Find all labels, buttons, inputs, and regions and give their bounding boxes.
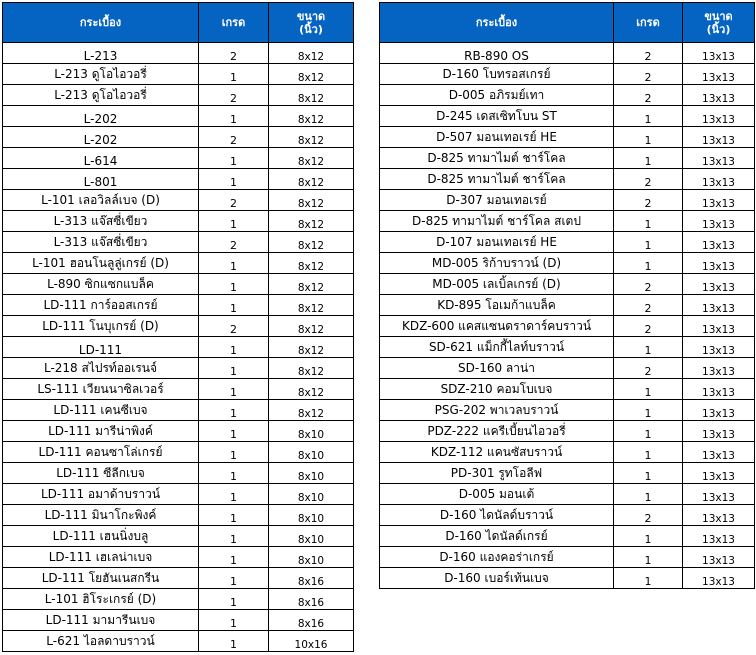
tile-name-cell: LS-111 เวียนนาซิลเวอร์ — [3, 379, 199, 400]
size-cell: 13x13 — [683, 232, 755, 253]
tile-name-cell: L-101 เลอวิลล์เบจ (D) — [3, 190, 199, 211]
grade-cell: 2 — [199, 85, 269, 106]
table-row — [380, 253, 755, 274]
size-cell: 8x10 — [269, 505, 354, 526]
size-cell: 13x13 — [683, 505, 755, 526]
table-row — [380, 400, 755, 421]
grade-cell: 1 — [199, 358, 269, 379]
tile-name-cell: D-245 เดสเซิทโบน ST — [380, 106, 614, 127]
table-row — [3, 463, 354, 484]
grade-cell: 2 — [614, 358, 683, 379]
grade-cell: 1 — [199, 169, 269, 190]
grade-cell: 2 — [614, 85, 683, 106]
table-row — [380, 442, 755, 463]
grade-cell: 2 — [614, 316, 683, 337]
table-row — [380, 295, 755, 316]
table-row — [3, 169, 354, 190]
tile-name-cell: LD-111 โนบุเกรย์ (D) — [3, 316, 199, 337]
grade-cell: 1 — [614, 253, 683, 274]
tile-name-cell: PD-301 รูทโอลีฟ — [380, 463, 614, 484]
grade-cell: 1 — [199, 421, 269, 442]
table-row — [380, 547, 755, 568]
tile-name-cell: L-101 ฮิโระเกรย์ (D) — [3, 589, 199, 610]
table-row — [3, 106, 354, 127]
grade-cell: 1 — [614, 127, 683, 148]
table-row — [3, 64, 354, 85]
header-row — [380, 3, 755, 43]
size-cell: 8x12 — [269, 106, 354, 127]
table-row — [380, 463, 755, 484]
table-row — [3, 484, 354, 505]
size-cell: 8x12 — [269, 400, 354, 421]
grade-cell: 2 — [199, 316, 269, 337]
table-row — [3, 316, 354, 337]
tile-name-cell: SDZ-210 คอมโบเบจ — [380, 379, 614, 400]
size-cell: 8x10 — [269, 442, 354, 463]
table-row — [380, 379, 755, 400]
table-row — [380, 274, 755, 295]
tile-name-cell: D-005 อภิรมย์เทา — [380, 85, 614, 106]
table-row — [3, 526, 354, 547]
tile-header: กระเบื้อง — [3, 3, 199, 43]
table-row — [380, 85, 755, 106]
grade-cell: 2 — [614, 190, 683, 211]
grade-cell: 2 — [614, 64, 683, 85]
size-cell: 13x13 — [683, 169, 755, 190]
size-cell: 13x13 — [683, 148, 755, 169]
table-row — [380, 358, 755, 379]
tile-name-cell: L-202 — [3, 127, 199, 148]
table-row — [380, 568, 755, 589]
grade-cell: 2 — [614, 274, 683, 295]
grade-cell: 1 — [199, 253, 269, 274]
size-cell: 13x13 — [683, 127, 755, 148]
grade-cell: 1 — [199, 526, 269, 547]
tile-name-cell: D-005 มอนเต้ — [380, 484, 614, 505]
tile-name-cell: LD-111 มามารีนเบจ — [3, 610, 199, 631]
table-row — [380, 148, 755, 169]
tile-name-cell: L-313 แจ๊สซี่เขียว — [3, 211, 199, 232]
size-cell: 8x10 — [269, 526, 354, 547]
grade-cell: 1 — [614, 421, 683, 442]
tile-name-cell: KDZ-112 แคนซัสบราวน์ — [380, 442, 614, 463]
tile-name-cell: LD-111 อมาด้าบราวน์ — [3, 484, 199, 505]
size-cell: 8x10 — [269, 421, 354, 442]
table-row — [380, 169, 755, 190]
table-row — [3, 505, 354, 526]
size-cell: 13x13 — [683, 295, 755, 316]
size-cell: 8x12 — [269, 190, 354, 211]
table-row — [380, 484, 755, 505]
size-header-line2: (นิ้ว) — [299, 22, 323, 36]
grade-cell: 1 — [614, 337, 683, 358]
table-row — [380, 190, 755, 211]
size-cell: 13x13 — [683, 106, 755, 127]
grade-cell: 2 — [199, 43, 269, 64]
table-row — [3, 148, 354, 169]
grade-cell: 1 — [199, 505, 269, 526]
tile-name-cell: D-160 ไดนัลด์เกรย์ — [380, 526, 614, 547]
grade-cell: 2 — [614, 505, 683, 526]
tile-name-cell: MD-005 ริก้าบราวน์ (D) — [380, 253, 614, 274]
grade-cell: 1 — [199, 547, 269, 568]
size-cell: 8x12 — [269, 253, 354, 274]
grade-cell: 1 — [614, 211, 683, 232]
tile-name-cell: L-614 — [3, 148, 199, 169]
size-cell: 8x12 — [269, 316, 354, 337]
table-row — [380, 505, 755, 526]
table-row — [3, 127, 354, 148]
grade-cell: 1 — [614, 232, 683, 253]
size-cell: 13x13 — [683, 190, 755, 211]
table-row — [3, 379, 354, 400]
size-cell: 13x13 — [683, 64, 755, 85]
size-cell: 8x12 — [269, 232, 354, 253]
size-header — [269, 3, 354, 43]
size-cell: 8x12 — [269, 274, 354, 295]
table-row — [380, 43, 755, 64]
tile-name-cell: D-160 โบทรอสเกรย์ — [380, 64, 614, 85]
grade-header: เกรด — [199, 3, 269, 43]
tile-name-cell: L-313 แจ๊สซี่เขียว — [3, 232, 199, 253]
size-cell: 13x13 — [683, 211, 755, 232]
tile-name-cell: L-101 ฮอนโนลูลู่เกรย์ (D) — [3, 253, 199, 274]
tile-name-cell: LD-111 มารีน่าพิงค์ — [3, 421, 199, 442]
table-row — [3, 211, 354, 232]
table-row — [3, 400, 354, 421]
table-row — [3, 295, 354, 316]
size-cell: 13x13 — [683, 379, 755, 400]
grade-cell: 2 — [199, 127, 269, 148]
grade-cell: 1 — [199, 610, 269, 631]
size-cell: 13x13 — [683, 253, 755, 274]
tile-name-cell: D-107 มอนเทอเรย์ HE — [380, 232, 614, 253]
grade-cell: 1 — [614, 484, 683, 505]
grade-cell: 1 — [199, 379, 269, 400]
size-cell: 8x16 — [269, 610, 354, 631]
size-cell: 8x16 — [269, 568, 354, 589]
tile-name-cell: L-213 ดูโอไอวอรี่ — [3, 64, 199, 85]
grade-cell: 1 — [614, 379, 683, 400]
tile-name-cell: L-202 — [3, 106, 199, 127]
size-cell: 8x12 — [269, 379, 354, 400]
tile-name-cell: LD-111 โยฮันเนสกรีน — [3, 568, 199, 589]
tile-name-cell: LD-111 มินาโกะพิงค์ — [3, 505, 199, 526]
size-cell: 13x13 — [683, 421, 755, 442]
size-cell: 13x13 — [683, 337, 755, 358]
size-cell: 8x12 — [269, 169, 354, 190]
table-row — [3, 631, 354, 652]
size-cell: 13x13 — [683, 85, 755, 106]
table-row — [380, 337, 755, 358]
tile-name-cell: D-160 เบอร์เท้นเบจ — [380, 568, 614, 589]
size-cell: 8x10 — [269, 484, 354, 505]
tile-name-cell: RB-890 OS — [380, 43, 614, 64]
table-row — [380, 106, 755, 127]
grade-cell: 1 — [614, 526, 683, 547]
table-row — [3, 442, 354, 463]
grade-cell: 1 — [614, 400, 683, 421]
grade-cell: 2 — [614, 169, 683, 190]
table-row — [380, 127, 755, 148]
tile-name-cell: LD-111 คอนซาโล่เกรย์ — [3, 442, 199, 463]
size-cell: 13x13 — [683, 526, 755, 547]
size-cell: 13x13 — [683, 316, 755, 337]
size-cell: 13x13 — [683, 400, 755, 421]
table-row — [3, 589, 354, 610]
tile-name-cell: D-160 แองคอร่าเกรย์ — [380, 547, 614, 568]
header-row — [3, 3, 354, 43]
tile-name-cell: SD-621 แม็กกี้ไลท์บราวน์ — [380, 337, 614, 358]
table-row — [380, 316, 755, 337]
grade-cell: 1 — [199, 589, 269, 610]
grade-cell: 1 — [614, 463, 683, 484]
table-row — [3, 337, 354, 358]
tile-name-cell: LD-111 เฮนนิ่งบลู — [3, 526, 199, 547]
size-cell: 13x13 — [683, 442, 755, 463]
tile-header: กระเบื้อง — [380, 3, 614, 43]
table-row — [3, 232, 354, 253]
size-cell: 13x13 — [683, 547, 755, 568]
grade-cell: 1 — [614, 106, 683, 127]
grade-cell: 2 — [614, 43, 683, 64]
grade-cell: 1 — [614, 568, 683, 589]
left-tile-table — [2, 2, 354, 652]
tile-name-cell: KD-895 โอเมก้าแบล็ค — [380, 295, 614, 316]
size-cell: 8x12 — [269, 85, 354, 106]
size-cell: 13x13 — [683, 568, 755, 589]
tile-name-cell: PSG-202 พาเวลบราวน์ — [380, 400, 614, 421]
size-cell: 13x13 — [683, 358, 755, 379]
size-cell: 13x13 — [683, 484, 755, 505]
size-cell: 13x13 — [683, 463, 755, 484]
table-row — [3, 358, 354, 379]
table-row — [3, 253, 354, 274]
tile-name-cell: D-825 ทามาไมต์ ชาร์โคล — [380, 169, 614, 190]
table-row — [3, 547, 354, 568]
grade-cell: 1 — [199, 568, 269, 589]
table-row — [3, 568, 354, 589]
tile-name-cell: LD-111 เคนซีเบจ — [3, 400, 199, 421]
tile-name-cell: L-213 ดูโอไอวอรี่ — [3, 85, 199, 106]
grade-cell: 1 — [614, 547, 683, 568]
table-row — [3, 43, 354, 64]
tile-name-cell: LD-111 — [3, 337, 199, 358]
grade-cell: 2 — [614, 295, 683, 316]
size-cell: 13x13 — [683, 274, 755, 295]
size-cell: 10x16 — [269, 631, 354, 652]
size-header-line1: ขนาด — [296, 9, 326, 23]
tile-name-cell: LD-111 การ์ออสเกรย์ — [3, 295, 199, 316]
tile-name-cell: D-825 ทามาไมต์ ชาร์โคล สเตป — [380, 211, 614, 232]
grade-cell: 2 — [199, 232, 269, 253]
grade-header: เกรด — [614, 3, 683, 43]
tile-name-cell: L-801 — [3, 169, 199, 190]
table-row — [3, 274, 354, 295]
size-cell: 8x10 — [269, 463, 354, 484]
size-cell: 8x12 — [269, 211, 354, 232]
table-row — [380, 421, 755, 442]
tile-name-cell: D-507 มอนเทอเรย์ HE — [380, 127, 614, 148]
tile-name-cell: L-890 ซิกแซกแบล็ค — [3, 274, 199, 295]
tile-name-cell: SD-160 ลาน่า — [380, 358, 614, 379]
tile-name-cell: KDZ-600 แคสแซนดราดาร์คบราวน์ — [380, 316, 614, 337]
grade-cell: 1 — [199, 484, 269, 505]
grade-cell: 1 — [199, 106, 269, 127]
grade-cell: 1 — [199, 337, 269, 358]
tile-name-cell: L-213 — [3, 43, 199, 64]
tile-name-cell: L-621 ไอลดาบราวน์ — [3, 631, 199, 652]
size-cell: 8x12 — [269, 358, 354, 379]
grade-cell: 1 — [614, 442, 683, 463]
size-cell: 8x12 — [269, 337, 354, 358]
size-cell: 8x12 — [269, 127, 354, 148]
size-cell: 8x16 — [269, 589, 354, 610]
size-cell: 8x10 — [269, 547, 354, 568]
size-cell: 8x12 — [269, 64, 354, 85]
grade-cell: 1 — [199, 400, 269, 421]
size-header-line2: (นิ้ว) — [706, 22, 731, 36]
tile-name-cell: MD-005 เลเบิ้ลเกรย์ (D) — [380, 274, 614, 295]
tile-name-cell: L-218 สไปรท์ออเรนจ์ — [3, 358, 199, 379]
grade-cell: 1 — [199, 463, 269, 484]
grade-cell: 1 — [614, 148, 683, 169]
right-tile-table — [379, 2, 755, 589]
grade-cell: 1 — [199, 274, 269, 295]
table-row — [3, 610, 354, 631]
size-header-line1: ขนาด — [704, 9, 733, 23]
table-row — [3, 85, 354, 106]
tile-name-cell: D-825 ทามาไมต์ ชาร์โคล — [380, 148, 614, 169]
table-row — [3, 190, 354, 211]
table-row — [3, 421, 354, 442]
tile-name-cell: LD-111 เฮเลน่าเบจ — [3, 547, 199, 568]
tile-name-cell: D-160 ไดนัลด์บราวน์ — [380, 505, 614, 526]
size-header — [683, 3, 755, 43]
tile-name-cell: PDZ-222 แครีเบี้ยนไอวอรี่ — [380, 421, 614, 442]
size-cell: 8x12 — [269, 43, 354, 64]
grade-cell: 1 — [199, 631, 269, 652]
table-row — [380, 526, 755, 547]
grade-cell: 1 — [199, 64, 269, 85]
tile-name-cell: LD-111 ซีลีกเบจ — [3, 463, 199, 484]
grade-cell: 1 — [199, 211, 269, 232]
table-row — [380, 232, 755, 253]
tile-name-cell: D-307 มอนเทอเรย์ — [380, 190, 614, 211]
table-row — [380, 64, 755, 85]
grade-cell: 1 — [199, 148, 269, 169]
grade-cell: 1 — [199, 295, 269, 316]
table-row — [380, 211, 755, 232]
size-cell: 13x13 — [683, 43, 755, 64]
grade-cell: 1 — [199, 442, 269, 463]
grade-cell: 2 — [199, 190, 269, 211]
size-cell: 8x12 — [269, 148, 354, 169]
size-cell: 8x12 — [269, 295, 354, 316]
